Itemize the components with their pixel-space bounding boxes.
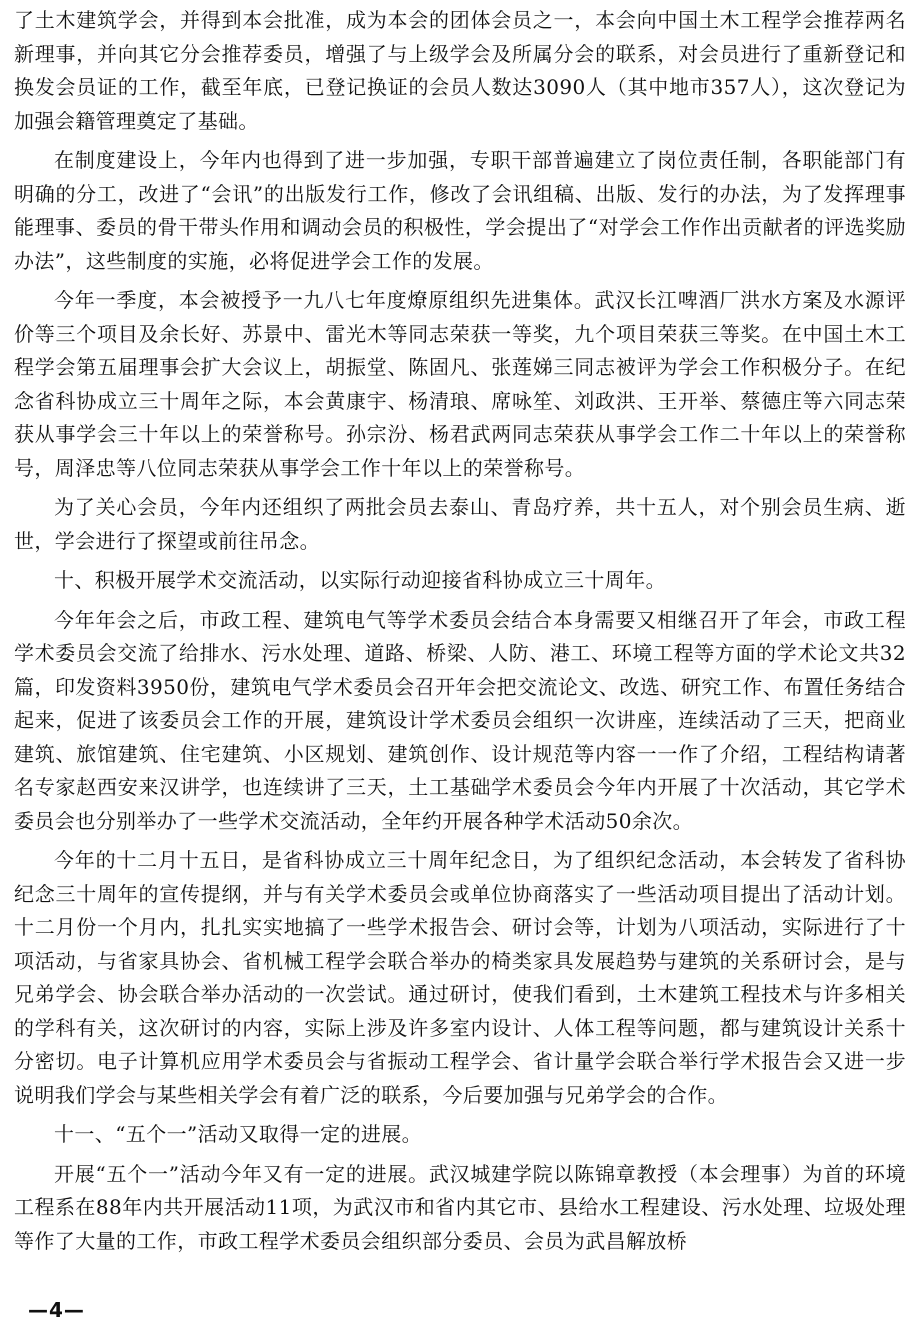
paragraph-system-building: 在制度建设上，今年内也得到了进一步加强，专职干部普遍建立了岗位责任制，各职能部门有明确的分工，改进了“会讯”的出版发行工作，修改了会讯组稿、出版、发行的办法，为了发挥理事能理事、委员的骨干带头作用和调动会员的积极性，学会提出了“对学会工作作出贡献者的评选奖励办法”，这些制度的实施，必将促进学会工作的发展。 (14, 148, 906, 273)
section-heading-11: 十一、“五个一”活动又取得一定的进展。 (54, 1122, 423, 1146)
paragraph-awards: 今年一季度，本会被授予一九八七年度燎原组织先进集体。武汉长江啤酒厂洪水方案及水源评价等三个项目及余长好、苏景中、雷光木等同志荣获一等奖，九个项目荣获三等奖。在中国土木工程学会第五届理事会扩大会议上，胡振堂、陈固凡、张莲娣三同志被评为学会工作积极分子。在纪念省科协成立三十周年之际，本会黄康宇、杨清琅、席咏笙、刘政洪、王开举、蔡德庄等六同志荣获从事学会三十年以上的荣誉称号。孙宗汾、杨君武两同志荣获从事学会工作二十年以上的荣誉称号，周泽忠等八位同志荣获从事学会工作十年以上的荣誉称号。 (14, 288, 906, 480)
paragraph-member-care: 为了关心会员，今年内还组织了两批会员去泰山、青岛疗养，共十五人，对个别会员生病、逝世，学会进行了探望或前往吊念。 (14, 495, 906, 553)
paragraph-anniversary: 今年的十二月十五日，是省科协成立三十周年纪念日，为了组织纪念活动，本会转发了省科协纪念三十周年的宣传提纲，并与有关学术委员会或单位协商落实了一些活动项目提出了活动计划。十二月份一个月内，扎扎实实地搞了一些学术报告会、研讨会等，计划为八项活动，实际进行了十项活动，与省家具协会、省机械工程学会联合举办的椅类家具发展趋势与建筑的关系研讨会，是与兄弟学会、协会联合举办活动的一次尝试。通过研讨，使我们看到，土木建筑工程技术与许多相关的学科有关，这次研讨的内容，实际上涉及许多室内设计、人体工程等问题，都与建筑设计关系十分密切。电子计算机应用学术委员会与省振动工程学会、省计量学会联合举行学术报告会又进一步说明我们学会与某些相关学会有着广泛的联系，今后要加强与兄弟学会的合作。 (14, 848, 906, 1107)
paragraph-membership: 了土木建筑学会，并得到本会批准，成为本会的团体会员之一，本会向中国土木工程学会推荐两名新理事，并向其它分会推荐委员，增强了与上级学会及所属分会的联系，对会员进行了重新登记和换发会员证的工作，截至年底，已登记换证的会员人数达3090人（其中地市357人），这次登记为加强会籍管理奠定了基础。 (14, 8, 906, 133)
page-number: —4— (28, 1298, 85, 1322)
document-page (14, 4, 906, 1264)
section-heading-10: 十、积极开展学术交流活动，以实际行动迎接省科协成立三十周年。 (54, 568, 666, 592)
paragraph-academic-exchange: 今年年会之后，市政工程、建筑电气等学术委员会结合本身需要又相继召开了年会，市政工程学术委员会交流了给排水、污水处理、道路、桥梁、人防、港工、环境工程等方面的学术论文共32篇，印发资料3950份，建筑电气学术委员会召开年会把交流论文、改选、研究工作、布置任务结合起来，促进了该委员会工作的开展，建筑设计学术委员会组织一次讲座，连续活动了三天，把商业建筑、旅馆建筑、住宅建筑、小区规划、建筑创作、设计规范等内容一一作了介绍，工程结构请著名专家赵西安来汉讲学，也连续讲了三天，土工基础学术委员会今年内开展了十次活动，其它学术委员会也分别举办了一些学术交流活动，全年约开展各种学术活动50余次。 (14, 607, 906, 833)
paragraph-five-ones: 开展“五个一”活动今年又有一定的进展。武汉城建学院以陈锦章教授（本会理事）为首的环境工程系在88年内共开展活动11项，为武汉市和省内其它市、县给水工程建设、污水处理、垃圾处理等作了大量的工作，市政工程学术委员会组织部分委员、会员为武昌解放桥 (14, 1161, 906, 1253)
